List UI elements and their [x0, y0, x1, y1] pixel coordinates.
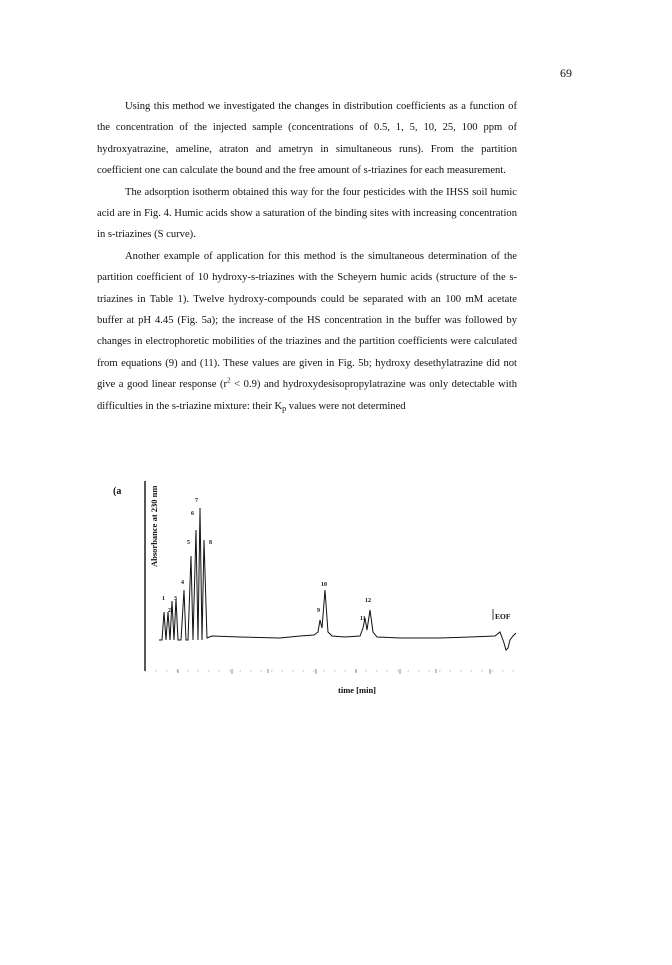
peak-label-11: 11 [360, 616, 366, 622]
peak-label-1: 1 [162, 596, 165, 602]
peak-label-7: 7 [195, 498, 198, 504]
paragraph-3-text-b: < 0.9) and hydroxydesisopropylatrazine was only detectable with difficulties in the s-triazine mixture: their K [97, 379, 517, 412]
paragraph-1-text: Using this method we investigated the changes in distribution coefficients as a function of the concentration of the injected sample (concentrations of 0.5, 1, 5, 10, 25, 100 ppm of hydroxyatrazine, ameline, atraton and ametryn in simultaneous runs). From the partition coefficient one can calculate the bound and the free amount of s-triazines for each measurement. [97, 101, 517, 177]
x-axis-ticks [178, 669, 490, 674]
x-axis-label: time [min] [338, 685, 377, 695]
panel-label: (a [113, 486, 122, 497]
peak-labels [162, 498, 371, 622]
r-squared-exponent: 2 [227, 376, 231, 385]
peak-label-5: 5 [187, 540, 190, 546]
kp-subscript: p [282, 403, 287, 413]
peak-label-2: 2 [168, 608, 171, 614]
peak-label-9: 9 [317, 608, 320, 614]
peak-label-12: 12 [365, 598, 371, 604]
page-number: 69 [560, 66, 572, 80]
peak-label-4: 4 [181, 580, 184, 586]
peak-label-6: 6 [191, 511, 194, 517]
peak-label-10: 10 [321, 582, 327, 588]
paragraph-3-text-c: values were not determined [286, 400, 406, 412]
peak-label-3: 3 [174, 596, 177, 602]
paragraph-2-text: The adsorption isotherm obtained this way for the four pesticides with the IHSS soil humic acid are in Fig. 4. Humic acids show a saturation of the binding sites with increasing concentration in s-triazines (S curve). [97, 186, 517, 241]
electropherogram-trace [159, 508, 516, 650]
y-axis-label: Absorbance at 230 nm [149, 485, 159, 567]
paragraph-3-text-a: Another example of application for this method is the simultaneous determination of the partition coefficient of 10 hydroxy-s-triazines with the Scheyern humic acids (structure of the s-triazines in Table 1). Twelve hydroxy-compounds could be separated with an 100 mM acetate buffer at pH 4.45 (Fig. 5a); the increase of the HS concentration in the buffer was followed by changes in electrophoretic mobilities of the triazines and the partition coefficients were calculated from equations (9) and (11). These values are given in Fig. 5b; hydroxy desethylatrazine did not give a good linear response (r [97, 250, 517, 391]
peak-label-8: 8 [209, 540, 212, 546]
eof-label: EOF [495, 612, 511, 621]
